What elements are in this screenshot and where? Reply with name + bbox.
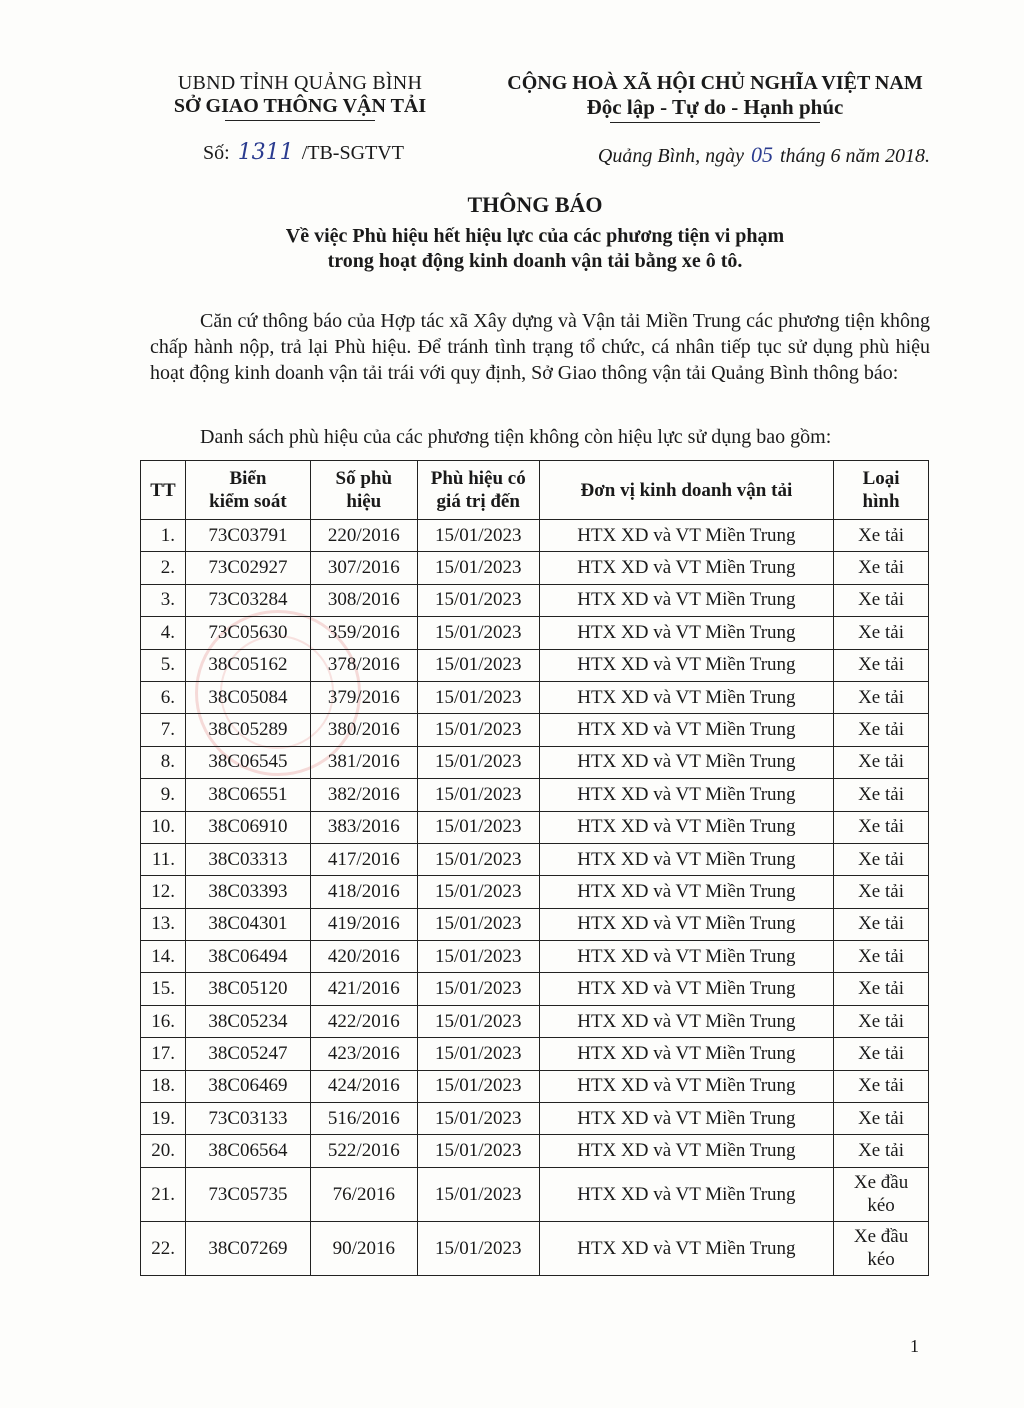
cell-plate: 73C03791 bbox=[185, 520, 310, 552]
org-underline bbox=[225, 120, 375, 121]
cell-badge: 422/2016 bbox=[310, 1005, 417, 1037]
cell-plate: 38C05162 bbox=[185, 649, 310, 681]
cell-type: Xe tải bbox=[834, 811, 929, 843]
cell-badge: 420/2016 bbox=[310, 941, 417, 973]
date-prefix: Quảng Bình, ngày bbox=[597, 145, 744, 167]
cell-valid: 15/01/2023 bbox=[417, 1167, 539, 1221]
cell-type: Xe tải bbox=[834, 973, 929, 1005]
cell-plate: 73C03284 bbox=[185, 584, 310, 616]
table-row bbox=[141, 746, 929, 778]
col-header-badge-line1: Số phù bbox=[335, 468, 393, 489]
cell-tt: 21. bbox=[141, 1167, 186, 1221]
cell-type: Xe tải bbox=[834, 941, 929, 973]
cell-plate: 38C06551 bbox=[185, 779, 310, 811]
cell-valid: 15/01/2023 bbox=[417, 520, 539, 552]
doc-number-handwritten: 1311 bbox=[237, 140, 294, 165]
cell-plate: 38C05234 bbox=[185, 1005, 310, 1037]
cell-valid: 15/01/2023 bbox=[417, 843, 539, 875]
cell-badge: 378/2016 bbox=[310, 649, 417, 681]
cell-valid: 15/01/2023 bbox=[417, 1038, 539, 1070]
cell-badge: 421/2016 bbox=[310, 973, 417, 1005]
col-header-valid bbox=[417, 461, 539, 520]
cell-unit: HTX XD và VT Miền Trung bbox=[539, 1167, 833, 1221]
col-header-unit: Đơn vị kinh doanh vận tải bbox=[539, 461, 833, 520]
cell-unit: HTX XD và VT Miền Trung bbox=[539, 973, 833, 1005]
cell-tt: 18. bbox=[141, 1070, 186, 1102]
cell-badge: 383/2016 bbox=[310, 811, 417, 843]
cell-tt: 5. bbox=[141, 649, 186, 681]
doc-number-prefix: Số: bbox=[203, 142, 230, 164]
cell-type: Xe tải bbox=[834, 908, 929, 940]
table-row bbox=[141, 617, 929, 649]
cell-plate: 38C05084 bbox=[185, 681, 310, 713]
table-header-row bbox=[141, 461, 929, 520]
col-header-tt: TT bbox=[141, 461, 186, 520]
cell-valid: 15/01/2023 bbox=[417, 941, 539, 973]
table-row bbox=[141, 1167, 929, 1221]
cell-plate: 38C07269 bbox=[185, 1221, 310, 1275]
org-line-2: SỞ GIAO THÔNG VẬN TẢI bbox=[173, 95, 427, 117]
col-header-type-line2: hình bbox=[862, 491, 900, 512]
cell-unit: HTX XD và VT Miền Trung bbox=[539, 843, 833, 875]
doc-number-suffix: /TB-SGTVT bbox=[301, 142, 404, 164]
cell-type: Xe tải bbox=[834, 584, 929, 616]
cell-type: Xe tải bbox=[834, 779, 929, 811]
cell-type: Xe tải bbox=[834, 1038, 929, 1070]
cell-badge: 380/2016 bbox=[310, 714, 417, 746]
cell-valid: 15/01/2023 bbox=[417, 746, 539, 778]
cell-valid: 15/01/2023 bbox=[417, 908, 539, 940]
table-row bbox=[141, 681, 929, 713]
cell-unit: HTX XD và VT Miền Trung bbox=[539, 520, 833, 552]
cell-badge: 419/2016 bbox=[310, 908, 417, 940]
cell-valid: 15/01/2023 bbox=[417, 1135, 539, 1167]
date-suffix: tháng 6 năm 2018. bbox=[780, 145, 930, 167]
table-row bbox=[141, 811, 929, 843]
table-row bbox=[141, 552, 929, 584]
nation-line-2: Độc lập - Tự do - Hạnh phúc bbox=[586, 95, 844, 119]
table-row bbox=[141, 1070, 929, 1102]
cell-tt: 9. bbox=[141, 779, 186, 811]
cell-type-line1: Xe đầu bbox=[853, 1172, 909, 1194]
cell-type: Xe tải bbox=[834, 1135, 929, 1167]
cell-valid: 15/01/2023 bbox=[417, 973, 539, 1005]
cell-valid: 15/01/2023 bbox=[417, 649, 539, 681]
table-row bbox=[141, 779, 929, 811]
subtitle-line-2: trong hoạt động kinh doanh vận tải bằng xe ô tô. bbox=[327, 250, 743, 272]
cell-valid: 15/01/2023 bbox=[417, 617, 539, 649]
cell-tt: 6. bbox=[141, 681, 186, 713]
issue-date bbox=[530, 142, 930, 168]
vehicle-badge-table bbox=[140, 460, 929, 1276]
cell-type: Xe tải bbox=[834, 552, 929, 584]
cell-badge: 90/2016 bbox=[310, 1221, 417, 1275]
table-row bbox=[141, 714, 929, 746]
cell-tt: 10. bbox=[141, 811, 186, 843]
cell-badge: 381/2016 bbox=[310, 746, 417, 778]
cell-type-line2: kéo bbox=[867, 1195, 895, 1217]
cell-unit: HTX XD và VT Miền Trung bbox=[539, 1103, 833, 1135]
cell-valid: 15/01/2023 bbox=[417, 1103, 539, 1135]
cell-tt: 17. bbox=[141, 1038, 186, 1070]
org-line-1: UBND TỈNH QUẢNG BÌNH bbox=[177, 72, 423, 94]
cell-unit: HTX XD và VT Miền Trung bbox=[539, 681, 833, 713]
cell-plate: 73C05630 bbox=[185, 617, 310, 649]
cell-unit: HTX XD và VT Miền Trung bbox=[539, 649, 833, 681]
cell-badge: 516/2016 bbox=[310, 1103, 417, 1135]
cell-plate: 38C05120 bbox=[185, 973, 310, 1005]
col-header-type-line1: Loại bbox=[862, 468, 900, 489]
cell-plate: 73C03133 bbox=[185, 1103, 310, 1135]
cell-unit: HTX XD và VT Miền Trung bbox=[539, 1221, 833, 1275]
table-row bbox=[141, 1005, 929, 1037]
col-header-type bbox=[834, 461, 929, 520]
table-row bbox=[141, 584, 929, 616]
cell-badge: 379/2016 bbox=[310, 681, 417, 713]
cell-unit: HTX XD và VT Miền Trung bbox=[539, 617, 833, 649]
col-header-plate bbox=[185, 461, 310, 520]
cell-tt: 11. bbox=[141, 843, 186, 875]
cell-badge: 423/2016 bbox=[310, 1038, 417, 1070]
cell-plate: 38C06494 bbox=[185, 941, 310, 973]
cell-tt: 14. bbox=[141, 941, 186, 973]
cell-unit: HTX XD và VT Miền Trung bbox=[539, 1070, 833, 1102]
cell-valid: 15/01/2023 bbox=[417, 1221, 539, 1275]
table-row bbox=[141, 1103, 929, 1135]
cell-type bbox=[834, 1167, 929, 1221]
table-row bbox=[141, 1038, 929, 1070]
cell-valid: 15/01/2023 bbox=[417, 584, 539, 616]
cell-plate: 73C02927 bbox=[185, 552, 310, 584]
document-title: THÔNG BÁO bbox=[467, 192, 603, 217]
cell-plate: 38C03313 bbox=[185, 843, 310, 875]
cell-tt: 20. bbox=[141, 1135, 186, 1167]
cell-type bbox=[834, 1221, 929, 1275]
cell-tt: 16. bbox=[141, 1005, 186, 1037]
cell-badge: 424/2016 bbox=[310, 1070, 417, 1102]
table-row bbox=[141, 908, 929, 940]
cell-plate: 38C05289 bbox=[185, 714, 310, 746]
cell-type: Xe tải bbox=[834, 714, 929, 746]
cell-unit: HTX XD và VT Miền Trung bbox=[539, 876, 833, 908]
cell-unit: HTX XD và VT Miền Trung bbox=[539, 746, 833, 778]
page-number: 1 bbox=[910, 1336, 919, 1356]
cell-badge: 382/2016 bbox=[310, 779, 417, 811]
col-header-badge-line2: hiệu bbox=[346, 491, 382, 512]
cell-unit: HTX XD và VT Miền Trung bbox=[539, 811, 833, 843]
table-row bbox=[141, 941, 929, 973]
cell-valid: 15/01/2023 bbox=[417, 779, 539, 811]
cell-tt: 19. bbox=[141, 1103, 186, 1135]
document-subtitle bbox=[140, 224, 930, 274]
cell-tt: 3. bbox=[141, 584, 186, 616]
table-row bbox=[141, 649, 929, 681]
cell-unit: HTX XD và VT Miền Trung bbox=[539, 1038, 833, 1070]
subtitle-line-1: Về việc Phù hiệu hết hiệu lực của các phương tiện vi phạm bbox=[285, 225, 785, 247]
cell-type: Xe tải bbox=[834, 649, 929, 681]
cell-plate: 38C05247 bbox=[185, 1038, 310, 1070]
cell-valid: 15/01/2023 bbox=[417, 681, 539, 713]
cell-unit: HTX XD và VT Miền Trung bbox=[539, 779, 833, 811]
cell-tt: 2. bbox=[141, 552, 186, 584]
cell-unit: HTX XD và VT Miền Trung bbox=[539, 552, 833, 584]
cell-valid: 15/01/2023 bbox=[417, 552, 539, 584]
cell-type: Xe tải bbox=[834, 843, 929, 875]
cell-type: Xe tải bbox=[834, 617, 929, 649]
cell-type: Xe tải bbox=[834, 1070, 929, 1102]
cell-type: Xe tải bbox=[834, 681, 929, 713]
cell-badge: 220/2016 bbox=[310, 520, 417, 552]
cell-type-line1: Xe đầu bbox=[853, 1226, 909, 1248]
cell-badge: 307/2016 bbox=[310, 552, 417, 584]
cell-tt: 7. bbox=[141, 714, 186, 746]
cell-type: Xe tải bbox=[834, 746, 929, 778]
col-header-plate-line2: kiểm soát bbox=[209, 491, 287, 512]
col-header-valid-line1: Phù hiệu có bbox=[430, 468, 526, 489]
cell-type: Xe tải bbox=[834, 520, 929, 552]
cell-badge: 418/2016 bbox=[310, 876, 417, 908]
table-row bbox=[141, 520, 929, 552]
cell-valid: 15/01/2023 bbox=[417, 1070, 539, 1102]
cell-tt: 22. bbox=[141, 1221, 186, 1275]
cell-valid: 15/01/2023 bbox=[417, 714, 539, 746]
cell-plate: 38C06469 bbox=[185, 1070, 310, 1102]
date-day-handwritten: 05 bbox=[751, 142, 773, 167]
document-number bbox=[203, 140, 404, 165]
cell-unit: HTX XD và VT Miền Trung bbox=[539, 1135, 833, 1167]
cell-valid: 15/01/2023 bbox=[417, 876, 539, 908]
cell-unit: HTX XD và VT Miền Trung bbox=[539, 584, 833, 616]
col-header-badge bbox=[310, 461, 417, 520]
table-row bbox=[141, 1135, 929, 1167]
cell-type: Xe tải bbox=[834, 1103, 929, 1135]
nation-line-1: CỘNG HOÀ XÃ HỘI CHỦ NGHĨA VIỆT NAM bbox=[507, 72, 923, 94]
cell-tt: 13. bbox=[141, 908, 186, 940]
cell-plate: 38C06910 bbox=[185, 811, 310, 843]
cell-plate: 73C05735 bbox=[185, 1167, 310, 1221]
cell-unit: HTX XD và VT Miền Trung bbox=[539, 714, 833, 746]
cell-tt: 4. bbox=[141, 617, 186, 649]
body-paragraph: Căn cứ thông báo của Hợp tác xã Xây dựng và Vận tải Miền Trung các phương tiện không chấp hành nộp, trả lại Phù hiệu. Để tránh tình trạng tổ chức, cá nhân tiếp tục sử dụng phù hiệu hoạt động kinh doanh vận tải trái với quy định, Sở Giao thông vận tải Quảng Bình thông báo: bbox=[150, 310, 930, 384]
cell-badge: 308/2016 bbox=[310, 584, 417, 616]
table-row bbox=[141, 973, 929, 1005]
cell-plate: 38C04301 bbox=[185, 908, 310, 940]
cell-plate: 38C03393 bbox=[185, 876, 310, 908]
cell-unit: HTX XD và VT Miền Trung bbox=[539, 941, 833, 973]
cell-type: Xe tải bbox=[834, 876, 929, 908]
col-header-valid-line2: giá trị đến bbox=[436, 491, 520, 512]
cell-badge: 76/2016 bbox=[310, 1167, 417, 1221]
cell-badge: 522/2016 bbox=[310, 1135, 417, 1167]
cell-plate: 38C06545 bbox=[185, 746, 310, 778]
cell-valid: 15/01/2023 bbox=[417, 811, 539, 843]
cell-type: Xe tải bbox=[834, 1005, 929, 1037]
cell-type-line2: kéo bbox=[867, 1249, 895, 1271]
cell-unit: HTX XD và VT Miền Trung bbox=[539, 908, 833, 940]
cell-badge: 417/2016 bbox=[310, 843, 417, 875]
table-row bbox=[141, 876, 929, 908]
national-header bbox=[480, 72, 950, 123]
table-row bbox=[141, 843, 929, 875]
cell-unit: HTX XD và VT Miền Trung bbox=[539, 1005, 833, 1037]
cell-valid: 15/01/2023 bbox=[417, 1005, 539, 1037]
issuing-authority bbox=[150, 72, 450, 121]
list-intro: Danh sách phù hiệu của các phương tiện không còn hiệu lực sử dụng bao gồm: bbox=[200, 426, 832, 448]
cell-badge: 359/2016 bbox=[310, 617, 417, 649]
motto-underline bbox=[610, 122, 820, 123]
cell-plate: 38C06564 bbox=[185, 1135, 310, 1167]
table-row bbox=[141, 1221, 929, 1275]
cell-tt: 8. bbox=[141, 746, 186, 778]
cell-tt: 1. bbox=[141, 520, 186, 552]
cell-tt: 15. bbox=[141, 973, 186, 1005]
cell-tt: 12. bbox=[141, 876, 186, 908]
col-header-plate-line1: Biển bbox=[229, 468, 267, 489]
